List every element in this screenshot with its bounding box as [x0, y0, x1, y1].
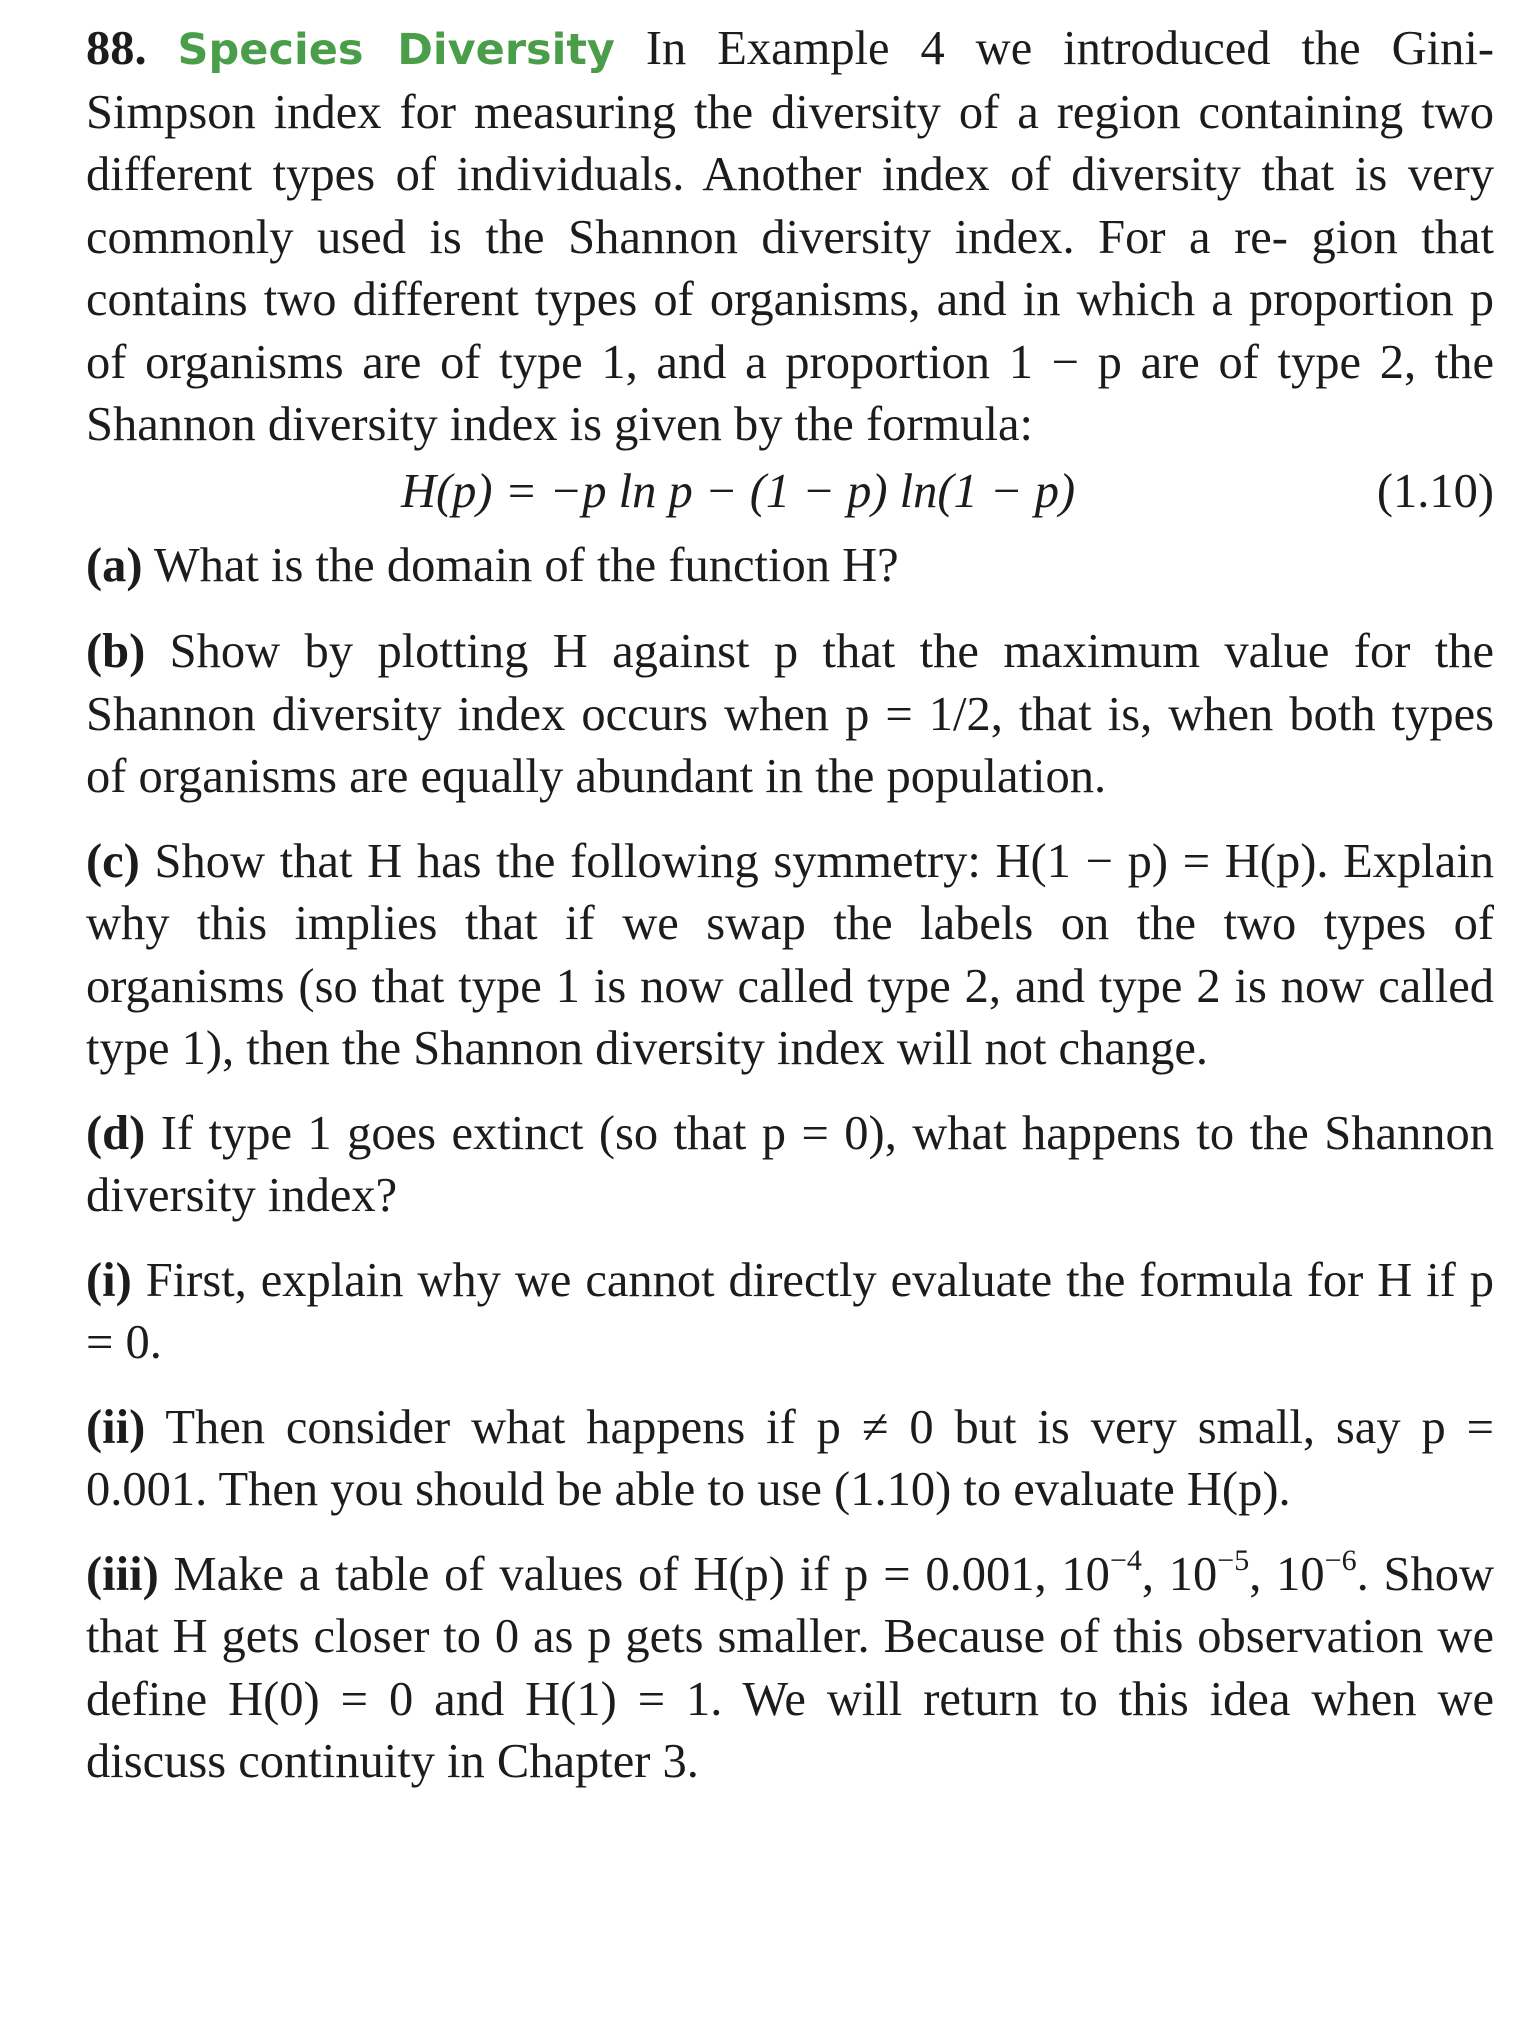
intro-line: is very commonly used is the Shannon diversity index. For a re-: [86, 148, 1495, 264]
part-b: [86, 621, 1494, 809]
intro-line: are of type 2, the Shannon diversity index is given by the formula:: [86, 335, 1495, 451]
intro-line: a proportion p of organisms are of type 1, and a proportion 1 − p: [86, 273, 1495, 389]
problem-page: [86, 10, 1494, 1794]
intro-line: Simpson index for measuring the diversity of a region containing: [86, 85, 1404, 139]
part-a: [86, 535, 1494, 598]
part-d-iii: [86, 1544, 1494, 1794]
exponent: −6: [1324, 1543, 1357, 1577]
problem-intro: [86, 18, 1494, 457]
part-label: (iii): [86, 1547, 159, 1601]
part-text-after: . Show that H gets closer to 0 as p gets smaller. Because of this observation we define H(0) = 0 and H(1) = 1. We will return to this idea when we discuss continuity in Chapter 3.: [86, 1547, 1495, 1788]
part-label: (a): [86, 538, 143, 592]
intro-line: two different types of individuals. Another index of diversity that: [86, 85, 1495, 201]
part-label: (c): [86, 834, 140, 888]
part-text: If type 1 goes extinct (so that p = 0), what happens to the Shannon diversity index?: [86, 1106, 1494, 1222]
problem-number: 88.: [86, 22, 147, 75]
part-d: [86, 1103, 1494, 1228]
part-label: (i): [86, 1253, 132, 1307]
part-text: Then consider what happens if p ≠ 0 but is very small, say p = 0.001. Then you should be able to use (1.10) to evaluate H(p).: [86, 1400, 1495, 1516]
problem-title: Species Diversity: [177, 25, 615, 75]
part-text: What is the domain of the function H?: [153, 538, 899, 592]
shannon-formula: [86, 461, 1494, 525]
part-text: First, explain why we cannot directly evaluate the formula for H if p = 0.: [86, 1253, 1494, 1369]
part-label: (d): [86, 1106, 146, 1160]
intro-line: gion that contains two different types of organisms, and in which: [86, 210, 1494, 326]
intro-line: In Example 4 we introduced the Gini-: [645, 22, 1495, 75]
exponent: −5: [1217, 1543, 1250, 1577]
part-c: [86, 831, 1494, 1081]
part-label: (ii): [86, 1400, 146, 1454]
part-text: Show that H has the following symmetry: H(1 − p) = H(p). Explain why this implies that if we swap the labels on the two types of organisms (so that type 1 is now called type 2, and type 2 is now called type 1), then the Shannon diversity index will not change.: [86, 834, 1494, 1075]
formula-tag: (1.10): [1376, 464, 1494, 518]
part-d-ii: [86, 1397, 1494, 1522]
part-text: Show by plotting H against p that the maximum value for the Shannon diversity index occurs when p = 1/2, that is, when both types of organisms are equally abundant in the population.: [86, 625, 1494, 803]
formula-expression: H(p) = −p ln p − (1 − p) ln(1 − p): [401, 464, 1076, 518]
part-label: (b): [86, 625, 146, 678]
part-text-before: Make a table of values of H(p) if p = 0.001, 10: [173, 1547, 1110, 1601]
part-d-i: [86, 1250, 1494, 1375]
part-text-mid: , 10: [1141, 1547, 1218, 1601]
exponent: −4: [1109, 1543, 1142, 1577]
part-text-mid: , 10: [1249, 1547, 1325, 1601]
